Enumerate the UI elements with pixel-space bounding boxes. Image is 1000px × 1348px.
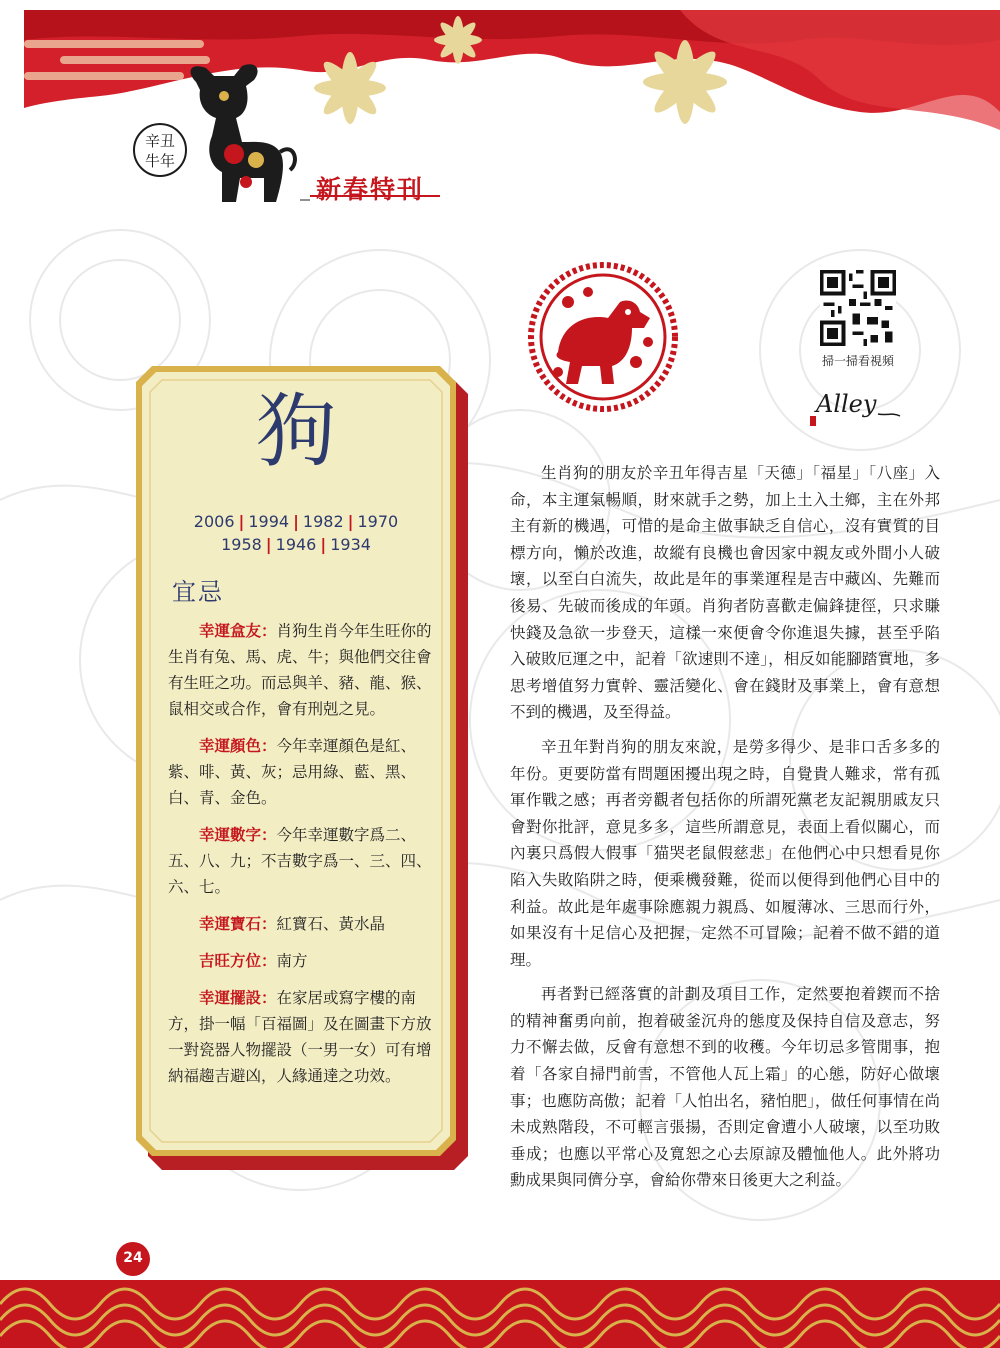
year-separator: |	[320, 535, 327, 554]
qr-code-icon[interactable]	[820, 270, 896, 346]
zodiac-character: 狗	[256, 385, 336, 478]
svg-text:辛丑: 辛丑	[144, 132, 176, 150]
lucky-item	[168, 618, 432, 722]
lucky-item-text: 南方	[276, 952, 308, 970]
dog-papercut-icon	[528, 262, 678, 412]
author-signature	[808, 386, 908, 430]
lucky-item-label: 幸運盒友：	[199, 622, 277, 640]
year-separator: |	[238, 512, 245, 531]
article-paragraph: 再者對已經落實的計劃及項目工作，定然要抱着鍥而不捨的精神奮勇向前，抱着破釜沉舟的態度及保持自信及意志，努力不懈去做，反會有意想不到的收穫。今年切忌多管閒事，抱着「各家自掃門前雪，不管他人瓦上霜」的心態，防好心做壞事；也應防高傲；記着「人怕出名，豬怕肥」，做任何事情在尚未成熟階段，不可輕言張揚，否則定會遭小人破壞，以至功敗垂成；也應以平常心及寬恕之心去原諒及體恤他人。此外將功勳成果與同儕分享，會給你帶來日後更大之利益。	[510, 985, 940, 1190]
article-paragraph: 生肖狗的朋友於辛丑年得吉星「天德」「福星」「八座」入命，本主運氣暢順，財來就手之勢，加上土入土鄉，主在外邦主有新的機遇，可惜的是命主做事缺乏自信心，沒有實質的目標方向，懶於改進，故縱有良機也會因家中親友或外間小人破壞，以至白白流失，故此是年的事業運程是吉中藏凶、先難而後易、先破而後成的年頭。肖狗者防喜歡走偏鋒捷徑，只求賺快錢及急欲一步登天，這樣一來便會令你進退失據，甚至乎陷入破敗厄運之中，記着「欲速則不達」，相反如能腳踏實地，多思考增值努力實幹、靈活變化、會在錢財及事業上，會有意想不到的機遇，及至得益。	[510, 464, 940, 722]
bottom-wave-banner	[0, 1280, 1000, 1348]
year: 2006	[193, 512, 235, 531]
lucky-item-text: 在家居或寫字樓的南方，掛一幅「百福圖」及在圖畫下方放一對瓷器人物擺設（一男一女）可有增納福趨吉避凶，人緣通達之功效。	[168, 989, 432, 1085]
years-line-2	[150, 533, 442, 556]
year: 1982	[302, 512, 344, 531]
page-number: 24	[123, 1250, 143, 1266]
dos-and-donts-heading: 宜忌	[172, 578, 224, 606]
lucky-items-list	[168, 618, 432, 1100]
years-line-1	[150, 510, 442, 533]
lucky-item	[168, 948, 432, 974]
lucky-item	[168, 985, 432, 1089]
lucky-item-text: 紅寶石、黃水晶	[276, 915, 386, 933]
article-body	[510, 460, 940, 1202]
lucky-item	[168, 733, 432, 811]
year: 1946	[275, 535, 317, 554]
lucky-item-label: 幸運擺設：	[199, 989, 277, 1007]
lucky-item-label: 幸運數字：	[199, 826, 277, 844]
year: 1958	[221, 535, 262, 554]
year-separator: |	[265, 535, 272, 554]
lucky-item-label: 幸運顏色：	[199, 737, 277, 755]
lucky-item-label: 吉旺方位：	[199, 952, 277, 970]
lucky-item-text: 今年幸運數字爲二、五、八、九；不吉數字爲一、三、四、六、七。	[168, 826, 432, 896]
year: 1934	[330, 535, 371, 554]
lucky-item-text: 今年幸運顏色是紅、紫、啡、黃、灰；忌用綠、藍、黑、白、青、金色。	[168, 737, 417, 807]
special-edition-title: 新春特刊	[316, 175, 425, 204]
svg-text:牛年: 牛年	[144, 152, 176, 170]
year: 1970	[357, 512, 399, 531]
xinchou-year-stamp	[130, 112, 190, 188]
lucky-item-text: 肖狗生肖今年生旺你的生肖有兔、馬、虎、牛；與他們交往會有生旺之功。而忌與羊、豬、龍、猴、鼠相交或合作，會有刑剋之見。	[168, 622, 432, 718]
signature-text: Alley	[816, 390, 877, 418]
article-paragraph: 辛丑年對肖狗的朋友來說，是勞多得少、是非口舌多多的年份。更要防當有問題困擾出現之時，自覺貴人難求，常有孤軍作戰之感；再者旁觀者包括你的所謂死黨老友記親朋戚友只會對你批評，意見多多，這些所謂意見，表面上看似關心，而內裏只爲假人假事「猫哭老鼠假慈悲」在他們心中只想看見你陷入失敗陷阱之時，便乘機發難，從而以便得到他們心目中的利益。故此是年處事除應親力親爲、如履薄冰、三思而行外，如果沒有十足信心及把握，定然不可冒險；記着不做不錯的道理。	[510, 737, 940, 969]
lucky-item-label: 幸運寶石：	[199, 915, 277, 933]
year: 1994	[248, 512, 290, 531]
zodiac-years	[150, 510, 442, 556]
ox-emblem-icon	[176, 62, 306, 212]
lucky-item	[168, 822, 432, 900]
year-separator: |	[347, 512, 354, 531]
lucky-item	[168, 911, 432, 937]
qr-caption: 掃一掃看視頻	[821, 354, 894, 368]
year-separator: |	[293, 512, 299, 531]
